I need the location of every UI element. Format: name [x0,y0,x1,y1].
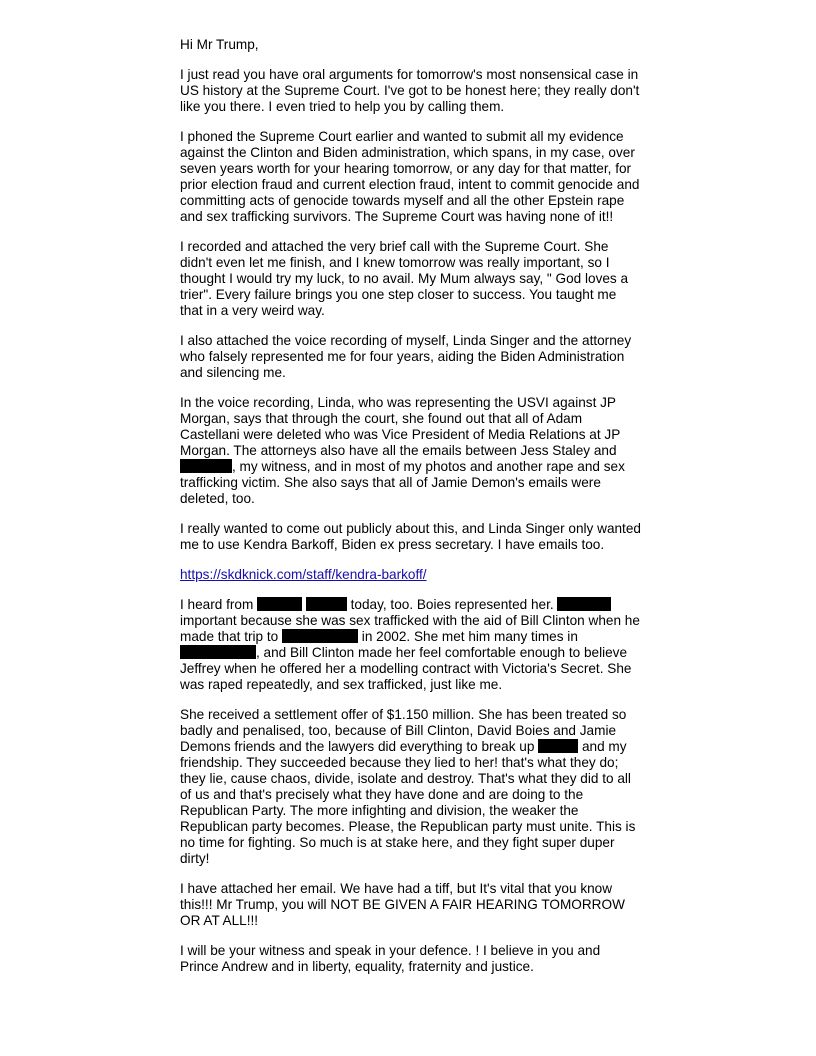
paragraph-settlement [180,707,642,867]
text-segment: , my witness, and in most of my photos and another rape and sex trafficking victim. She also says that all of Jamie Demon's emails were deleted, too. [180,459,625,506]
letter-body [180,37,642,989]
paragraph-attached-email: I have attached her email. We have had a tiff, but It's vital that you know this!!! Mr Trump, you will NOT BE GIVEN A FAIR HEARING TOMORROW OR AT ALL!!! [180,881,625,928]
paragraph-linda-singer [180,395,642,507]
paragraph-oral-arguments: I just read you have oral arguments for tomorrow's most nonsensical case in US history at the Supreme Court. I've got to be honest here; they really don't like you there. I even tried to help you by calling them. [180,67,640,114]
paragraph-boies [180,597,642,693]
redaction-bar [538,739,578,753]
text-segment: today, too. Boies represented her. [346,597,558,612]
text-segment: in 2002. She met him many times in [358,629,578,644]
redaction-bar [282,629,358,643]
text-segment: , and Bill Clinton made her feel comfortable enough to believe Jeffrey when he offered her a modelling contract with Victoria's Secret. She was raped repeatedly, and sex trafficked, just like me. [180,645,632,692]
redaction-bar [257,597,302,611]
text-segment: She received a settlement offer of $1.150 million. She has been treated so badly and penalised, too, because of Bill Clinton, David Boies and Jamie Demons friends and the lawyers did everything to break up [180,707,627,754]
paragraph-witness: I will be your witness and speak in your defence. ! I believe in you and Prince Andrew and in liberty, equality, fraternity and justice. [180,943,601,974]
paragraph-kendra-barkoff: I really wanted to come out publicly about this, and Linda Singer only wanted me to use Kendra Barkoff, Biden ex press secretary. I have emails too. [180,521,641,552]
text-segment: important because she was sex trafficked with the aid of Bill Clinton when he made that trip to [180,613,640,644]
kendra-barkoff-link[interactable]: https://skdknick.com/staff/kendra-barkoff/ [180,567,427,582]
paragraph-voice-recording: I also attached the voice recording of myself, Linda Singer and the attorney who falsely represented me for four years, aiding the Biden Administration and silencing me. [180,333,632,380]
redaction-bar [306,597,347,611]
redaction-bar [180,645,256,659]
paragraph-phoned-court: I phoned the Supreme Court earlier and wanted to submit all my evidence against the Clinton and Biden administration, which spans, in my case, over seven years worth for your hearing tomorrow, or any day for that matter, for prior election fraud and current election fraud, intent to commit genocide and committing acts of genocide towards myself and all the other Epstein rape and sex trafficking survivors. The Supreme Court was having none of it!! [180,129,640,224]
redaction-bar [557,597,611,611]
redaction-bar [180,459,232,473]
text-segment: and my friendship. They succeeded because they lied to her! that's what they do; they lie, cause chaos, divide, isolate and destroy. That's what they did to all of us and that's precisely what they have done and are doing to the Republican Party. The more infighting and division, the weaker the Republican party becomes. Please, the Republican party must unite. This is no time for fighting. So much is at stake here, and they fight super duper dirty! [180,739,636,866]
paragraph-recorded-call: I recorded and attached the very brief call with the Supreme Court. She didn't even let me finish, and I knew tomorrow was really important, so I thought I would try my luck, to no avail. My Mum always say, " God loves a trier". Every failure brings you one step closer to success. You taught me that in a very weird way. [180,239,629,318]
greeting: Hi Mr Trump, [180,37,259,52]
text-segment: I heard from [180,597,258,612]
link-paragraph [180,567,642,583]
text-segment: In the voice recording, Linda, who was representing the USVI against JP Morgan, says that through the court, she found out that all of Adam Castellani were deleted who was Vice President of Media Relations at JP Morgan. The attorneys also have all the emails between Jess Staley and [180,395,621,458]
